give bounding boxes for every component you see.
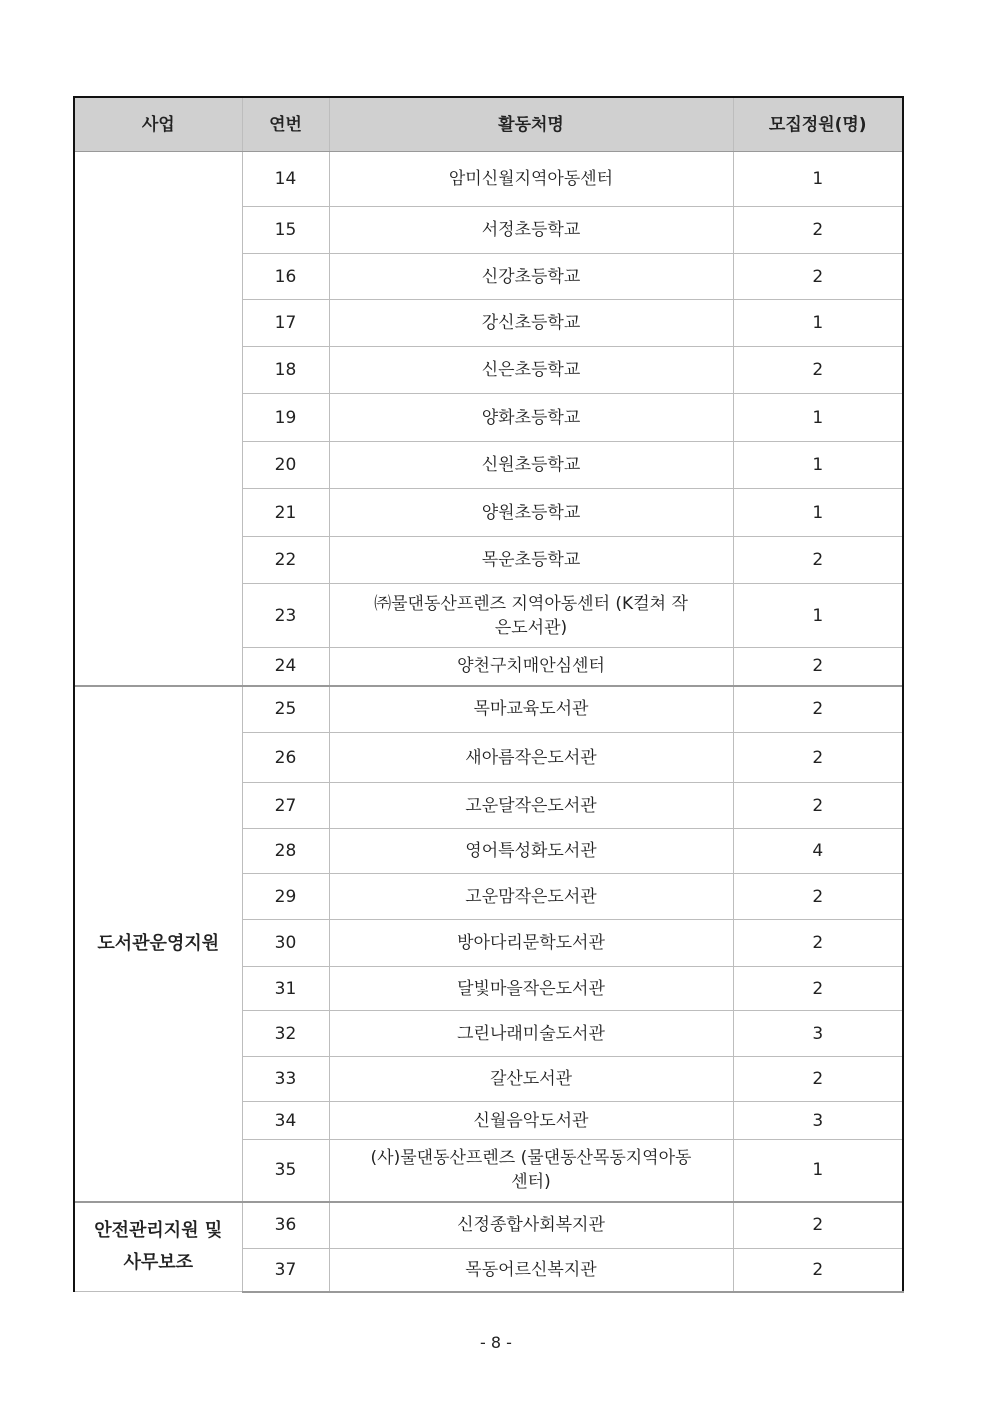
number-cell: 19 <box>242 394 329 442</box>
capacity-cell: 1 <box>733 489 903 537</box>
number-cell: 28 <box>242 829 329 874</box>
site-cell: 양원초등학교 <box>329 489 733 537</box>
site-cell: (사)물댄동산프렌즈 (물댄동산목동지역아동센터) <box>329 1140 733 1202</box>
header-category: 사업 <box>74 97 242 152</box>
page-number: - 8 - <box>480 1333 512 1352</box>
number-cell: 15 <box>242 207 329 254</box>
site-cell: 신정종합사회복지관 <box>329 1202 733 1249</box>
number-cell: 14 <box>242 152 329 207</box>
category-cell: 안전관리지원 및 사무보조 <box>74 1202 242 1292</box>
capacity-cell: 1 <box>733 442 903 489</box>
number-cell: 29 <box>242 874 329 920</box>
capacity-cell: 2 <box>733 874 903 920</box>
number-cell: 33 <box>242 1057 329 1102</box>
number-cell: 36 <box>242 1202 329 1249</box>
capacity-cell: 2 <box>733 207 903 254</box>
number-cell: 31 <box>242 967 329 1011</box>
number-cell: 26 <box>242 733 329 783</box>
capacity-cell: 3 <box>733 1011 903 1057</box>
capacity-cell: 1 <box>733 584 903 648</box>
site-cell: 목동어르신복지관 <box>329 1249 733 1292</box>
number-cell: 32 <box>242 1011 329 1057</box>
capacity-cell: 1 <box>733 1140 903 1202</box>
site-cell: 목운초등학교 <box>329 537 733 584</box>
capacity-cell: 2 <box>733 1202 903 1249</box>
capacity-cell: 4 <box>733 829 903 874</box>
header-number: 연번 <box>242 97 329 152</box>
capacity-cell: 2 <box>733 1249 903 1292</box>
capacity-cell: 2 <box>733 686 903 733</box>
number-cell: 22 <box>242 537 329 584</box>
header-capacity: 모집정원(명) <box>733 97 903 152</box>
category-cell: 도서관운영지원 <box>74 686 242 1202</box>
number-cell: 23 <box>242 584 329 648</box>
site-cell: 강신초등학교 <box>329 300 733 347</box>
capacity-cell: 2 <box>733 733 903 783</box>
site-cell: 갈산도서관 <box>329 1057 733 1102</box>
capacity-cell: 2 <box>733 1057 903 1102</box>
site-cell: 고운맘작은도서관 <box>329 874 733 920</box>
site-cell: ㈜물댄동산프렌즈 지역아동센터 (K컬쳐 작은도서관) <box>329 584 733 648</box>
site-cell: 신강초등학교 <box>329 254 733 300</box>
capacity-cell: 2 <box>733 537 903 584</box>
number-cell: 20 <box>242 442 329 489</box>
site-cell: 새아름작은도서관 <box>329 733 733 783</box>
capacity-cell: 2 <box>733 648 903 686</box>
site-cell: 양화초등학교 <box>329 394 733 442</box>
site-cell: 달빛마을작은도서관 <box>329 967 733 1011</box>
capacity-cell: 2 <box>733 783 903 829</box>
capacity-cell: 3 <box>733 1102 903 1140</box>
number-cell: 17 <box>242 300 329 347</box>
recruitment-table <box>73 96 904 1293</box>
table-row <box>74 686 903 733</box>
site-cell: 암미신월지역아동센터 <box>329 152 733 207</box>
capacity-cell: 2 <box>733 967 903 1011</box>
number-cell: 34 <box>242 1102 329 1140</box>
capacity-cell: 1 <box>733 300 903 347</box>
capacity-cell: 1 <box>733 152 903 207</box>
number-cell: 37 <box>242 1249 329 1292</box>
number-cell: 27 <box>242 783 329 829</box>
table-row <box>74 152 903 207</box>
capacity-cell: 2 <box>733 920 903 967</box>
number-cell: 30 <box>242 920 329 967</box>
site-cell: 신월음악도서관 <box>329 1102 733 1140</box>
site-cell: 신은초등학교 <box>329 347 733 394</box>
category-cell <box>74 152 242 686</box>
site-cell: 고운달작은도서관 <box>329 783 733 829</box>
number-cell: 18 <box>242 347 329 394</box>
number-cell: 24 <box>242 648 329 686</box>
number-cell: 35 <box>242 1140 329 1202</box>
number-cell: 21 <box>242 489 329 537</box>
site-cell: 그린나래미술도서관 <box>329 1011 733 1057</box>
table-row <box>74 1202 903 1249</box>
site-cell: 방아다리문학도서관 <box>329 920 733 967</box>
site-cell: 서정초등학교 <box>329 207 733 254</box>
table-body <box>74 152 903 1292</box>
capacity-cell: 1 <box>733 394 903 442</box>
capacity-cell: 2 <box>733 347 903 394</box>
number-cell: 16 <box>242 254 329 300</box>
capacity-cell: 2 <box>733 254 903 300</box>
site-cell: 목마교육도서관 <box>329 686 733 733</box>
table-header-row <box>74 97 903 152</box>
site-cell: 영어특성화도서관 <box>329 829 733 874</box>
site-cell: 신원초등학교 <box>329 442 733 489</box>
site-cell: 양천구치매안심센터 <box>329 648 733 686</box>
number-cell: 25 <box>242 686 329 733</box>
header-site: 활동처명 <box>329 97 733 152</box>
